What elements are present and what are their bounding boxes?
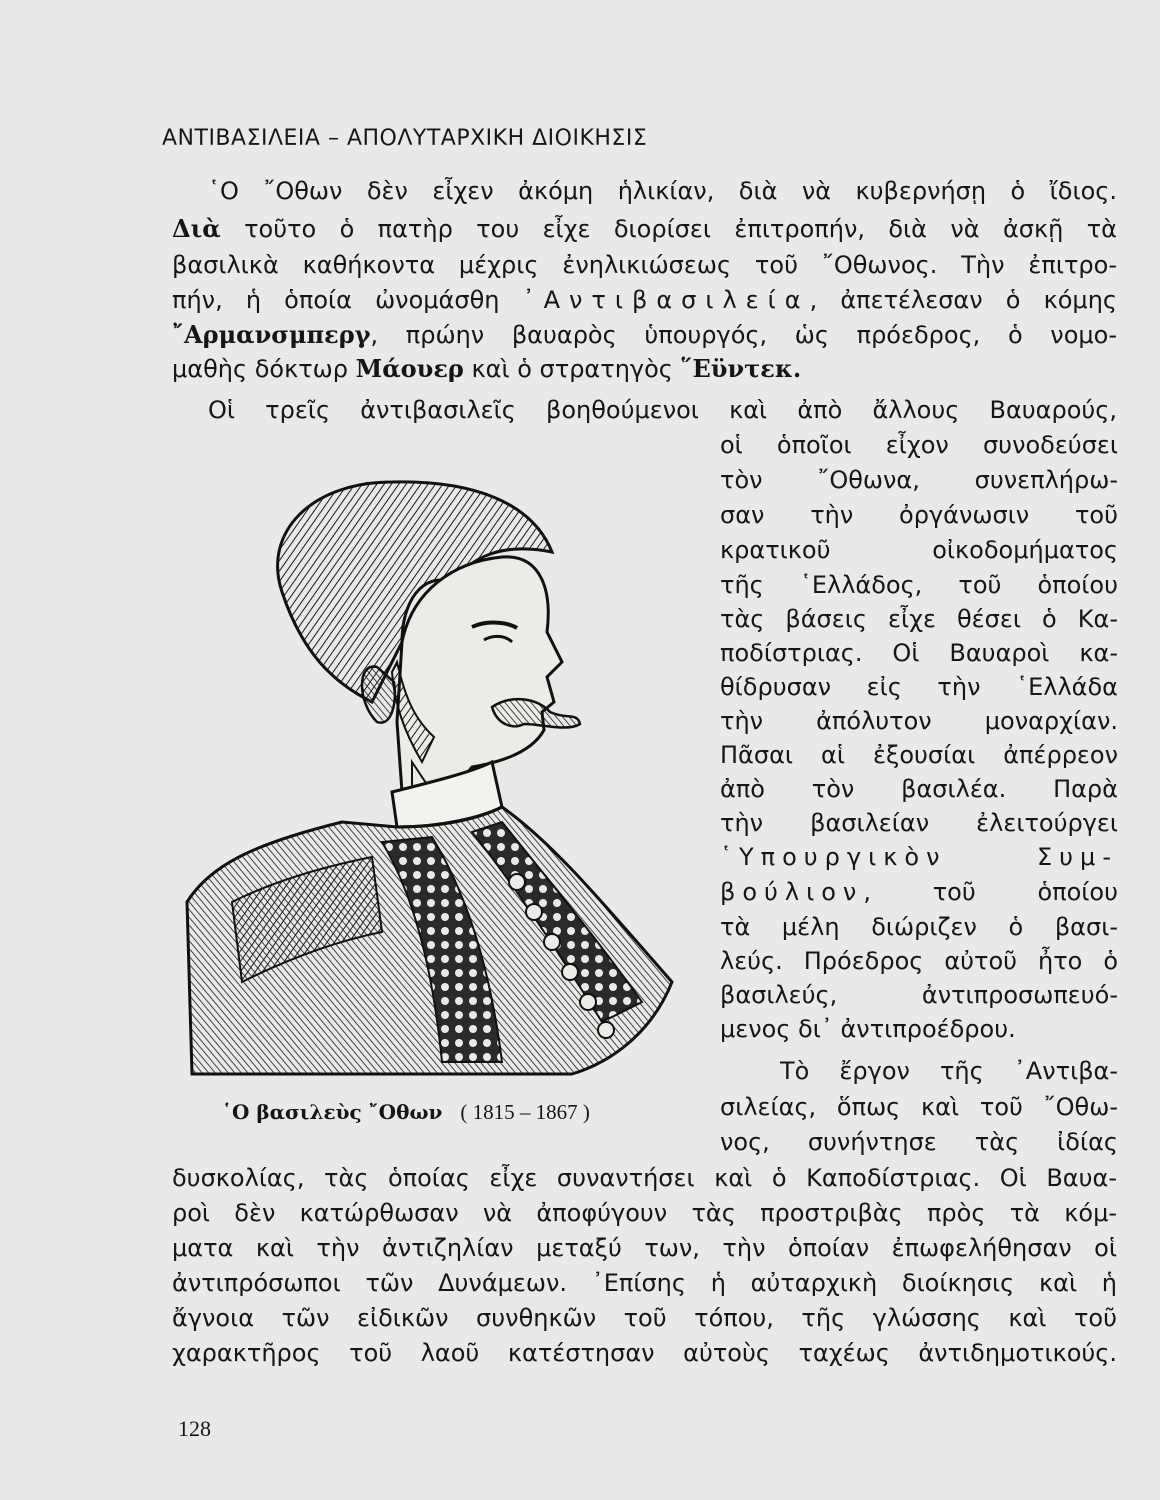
para2-line1: Οἱ τρεῖς ἀντιβασιλεῖς βοηθούμενοι καὶ ἀπὸ ἄλλους Βαυαρούς, xyxy=(208,396,1117,424)
spaced-term-antivasileia: ᾿Αντιβασιλεία xyxy=(522,286,810,314)
para1-line1: ῾Ο ῎Οθων δὲν εἶχεν ἀκόμη ἡλικίαν, διὰ νὰ κυβερνήσῃ ὁ ἴδιος. xyxy=(208,177,1117,205)
para2-line10: τὴν ἀπόλυτον μοναρχίαν. xyxy=(720,707,1118,735)
spaced-term-vouleion: βούλιον xyxy=(720,878,864,906)
para3-line7: ἀντιπρόσωποι τῶν Δυνάμεων. ᾿Επίσης ἡ αὐταρχικὴ διοίκησις καὶ ἡ xyxy=(172,1269,1117,1297)
para2-line18: βασιλεύς, ἀντιπροσωπευό- xyxy=(720,981,1118,1009)
bold-word: Διὰ xyxy=(172,214,221,243)
para3-line9: χαρακτῆρος τοῦ λαοῦ κατέστησαν αὐτοὺς ταχέως ἀντιδημοτικούς. xyxy=(172,1339,1117,1367)
para1-line2 xyxy=(172,214,1117,244)
para1-line5-text: , πρώην βαυαρὸς ὑπουργός, ὡς πρόεδρος, ὁ νομο- xyxy=(370,321,1117,349)
para1-line6-text-c: καὶ ὁ στρατηγὸς xyxy=(463,355,681,383)
para2-line19: μενος δι᾿ ἀντιπροέδρου. xyxy=(720,1015,1016,1043)
para2-line16: τὰ μέλη διώριζεν ὁ βασι- xyxy=(720,913,1118,941)
para2-line15 xyxy=(720,877,1118,907)
para2-line8: ποδίστριας. Οἱ Βαυαροὶ κα- xyxy=(720,639,1118,667)
para2-line2: οἱ ὁποῖοι εἶχον συνοδεύσει xyxy=(720,431,1118,459)
running-header: ΑΝΤΙΒΑΣΙΛΕΙΑ – ΑΠΟΛΥΤΑΡΧΙΚΗ ΔΙΟΙΚΗΣΙΣ xyxy=(162,126,648,151)
portrait-caption xyxy=(222,1100,590,1125)
para2-line6: τῆς ῾Ελλάδος, τοῦ ὁποίου xyxy=(720,571,1118,599)
para1-line6 xyxy=(172,354,801,384)
name-heideck: ῞Εϋντεκ. xyxy=(680,354,802,383)
para3-line2: σιλείας, ὅπως καὶ τοῦ ῎Οθω- xyxy=(720,1093,1118,1121)
para2-line14-spaced: ῾Υπουργικὸν Συμ- xyxy=(720,843,1118,871)
para2-line5: κρατικοῦ οἰκοδομήματος xyxy=(720,536,1118,564)
para1-line3: βασιλικὰ καθήκοντα μέχρις ἐνηλικιώσεως τοῦ ῎Οθωνος. Τὴν ἐπιτρο- xyxy=(172,251,1117,279)
para3-line1: Τὸ ἔργον τῆς ᾿Αντιβα- xyxy=(780,1057,1118,1085)
para2-line17: λεύς. Πρόεδρος αὐτοῦ ἦτο ὁ xyxy=(720,947,1118,975)
para2-line3: τὸν ῎Οθωνα, συνεπλήρω- xyxy=(720,466,1118,494)
para3-line5: ροὶ δὲν κατώρθωσαν νὰ ἀποφύγουν τὰς προστριβὰς πρὸς τὰ κόμ- xyxy=(172,1199,1117,1227)
para3-line8: ἄγνοια τῶν εἰδικῶν συνθηκῶν τοῦ τόπου, τῆς γλώσσης καὶ τοῦ xyxy=(172,1304,1117,1332)
para1-line2-text: τοῦτο ὁ πατὴρ του εἶχε διορίσει ἐπιτροπήν, διὰ νὰ ἀσκῇ τὰ xyxy=(220,215,1117,243)
para3-line4: δυσκολίας, τὰς ὁποίας εἶχε συναντήσει καὶ ὁ Καποδίστριας. Οἱ Βαυα- xyxy=(172,1164,1117,1192)
para2-line7: τὰς βάσεις εἶχε θέσει ὁ Κα- xyxy=(720,605,1118,633)
para1-line5 xyxy=(172,320,1117,350)
name-maurer: Μάουερ xyxy=(355,354,464,383)
para2-line11: Πᾶσαι αἱ ἐξουσίαι ἀπέρρεον xyxy=(720,741,1118,769)
caption-years: ( 1815 – 1867 ) xyxy=(460,1100,590,1124)
para1-line4-text-c: , ἀπετέλεσαν ὁ κόμης xyxy=(809,286,1117,314)
para2-line13: τὴν βασιλείαν ἐλειτούργει xyxy=(720,809,1118,837)
para3-line6: ματα καὶ τὴν ἀντιζηλίαν μεταξύ των, τὴν ὁποίαν ἐπωφελήθησαν οἱ xyxy=(172,1234,1117,1262)
portrait-icon xyxy=(172,462,702,1087)
para2-line15-text: , τοῦ ὁποίου xyxy=(863,878,1118,906)
para1-line4-text-a: πήν, ἡ ὁποία ὠνομάσθη xyxy=(172,286,523,314)
para3-line3: νος, συνήντησε τὰς ἰδίας xyxy=(720,1128,1118,1156)
para2-line4: σαν τὴν ὀργάνωσιν τοῦ xyxy=(720,501,1118,529)
para1-line6-text-a: μαθὴς δόκτωρ xyxy=(172,355,356,383)
para2-line9: θίδρυσαν εἰς τὴν ῾Ελλάδα xyxy=(720,673,1118,701)
para2-line12: ἀπὸ τὸν βασιλέα. Παρὰ xyxy=(720,775,1118,803)
page-number: 128 xyxy=(178,1416,211,1441)
para1-line4 xyxy=(172,285,1117,315)
name-armansperg: ῎Αρμανσμπεργ xyxy=(172,320,371,349)
caption-name: ῾Ο βασιλεὺς ῎Οθων xyxy=(222,1100,443,1124)
